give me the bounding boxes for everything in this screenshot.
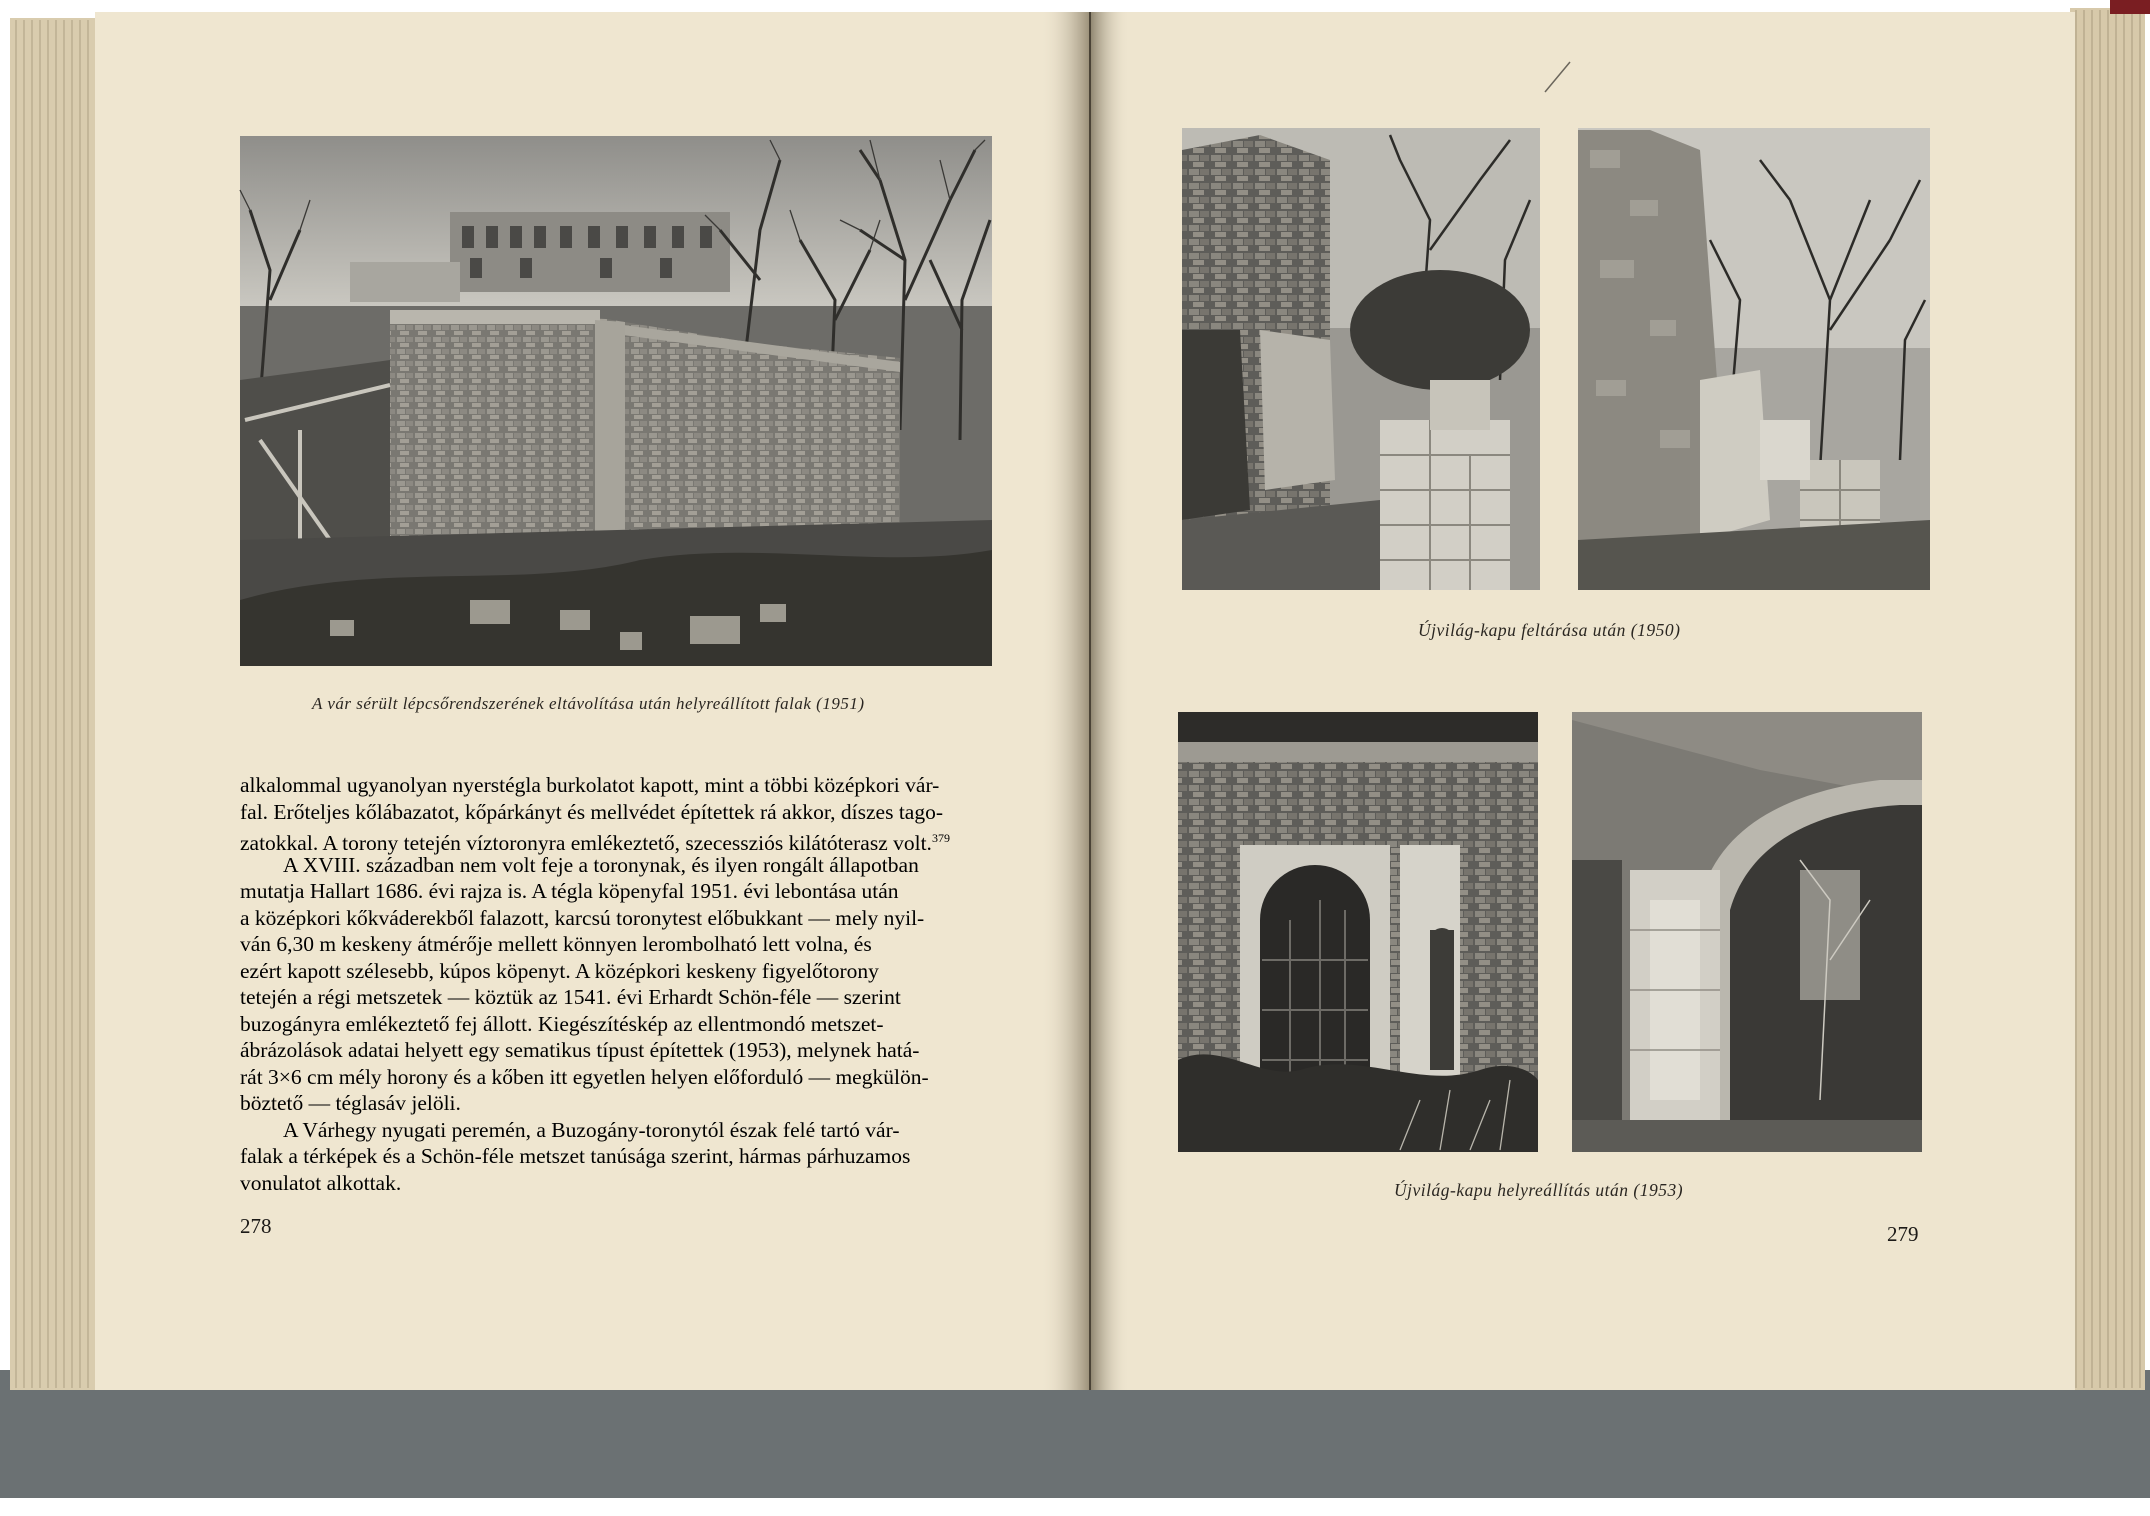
body-line: fal. Erőteljes kőlábazatot, kőpárkányt és mellvédet építettek rá akkor, díszes tago- bbox=[240, 799, 943, 824]
photo-gate-ruin-1 bbox=[1182, 128, 1540, 590]
body-line: böztető — téglasáv jelöli. bbox=[240, 1091, 461, 1115]
body-line: falak a térképek és a Schön-féle metszet tanúsága szerint, hármas párhuzamos bbox=[240, 1144, 911, 1168]
gutter bbox=[1040, 12, 1090, 1390]
right-top-photo-caption: Újvilág-kapu feltárása után (1950) bbox=[1418, 620, 1681, 640]
footnote-reference: 379 bbox=[931, 831, 950, 845]
body-line: A Várhegy nyugati peremén, a Buzogány-toronytól észak felé tartó vár- bbox=[283, 1117, 900, 1142]
body-line: ezért kapott szélesebb, kúpos köpenyt. A középkori keskeny figyelőtorony bbox=[240, 958, 879, 983]
body-line: buzogányra emlékeztető fej állott. Kiegészítéskép az ellentmondó metszet- bbox=[240, 1011, 884, 1036]
body-line: tetején a régi metszetek — köztük az 1541. évi Erhardt Schön-féle — szerint bbox=[240, 985, 901, 1009]
photo-gate-restored-1 bbox=[1178, 712, 1538, 1152]
body-line: A XVIII. században nem volt feje a toronynak, és ilyen rongált állapotban bbox=[283, 852, 919, 877]
left-photo-caption: A vár sérült lépcsőrendszerének eltávolítása után helyreállított falak (1951) bbox=[312, 694, 865, 713]
background-band bbox=[0, 1370, 2150, 1516]
body-line: ván 6,30 m keskeny átmérője mellett könnyen lerombolható lett volna, és bbox=[240, 932, 872, 956]
body-line: ábrázolások adatai helyett egy sematikus típust építettek (1953), melynek hatá- bbox=[240, 1038, 920, 1062]
body-line-text: zatokkal. A torony tetején víztoronyra emlékeztető, szecessziós kilátóterasz volt. bbox=[240, 831, 932, 856]
body-line: rát 3×6 cm mély horony és a kőben itt egyetlen helyen előforduló — megkülön- bbox=[240, 1064, 929, 1089]
photo-gate-restored-2 bbox=[1572, 712, 1922, 1152]
page-number-right: 279 bbox=[1887, 1222, 1919, 1246]
photo-castle-wall bbox=[240, 136, 992, 666]
page-number-left: 278 bbox=[240, 1214, 272, 1238]
right-bottom-photo-caption: Újvilág-kapu helyreállítás után (1953) bbox=[1394, 1180, 1684, 1200]
body-line: vonulatot alkottak. bbox=[240, 1170, 402, 1195]
body-line: alkalommal ugyanolyan nyerstégla burkolatot kapott, mint a többi középkori vár- bbox=[240, 773, 940, 797]
photo-gate-ruin-2 bbox=[1578, 128, 1930, 590]
body-line: mutatja Hallart 1686. évi rajza is. A tégla köpenyfal 1951. évi lebontása után bbox=[240, 879, 899, 903]
body-line: a középkori kőkváderekből falazott, karcsú toronytest előbukkant — mely nyil- bbox=[240, 905, 925, 930]
